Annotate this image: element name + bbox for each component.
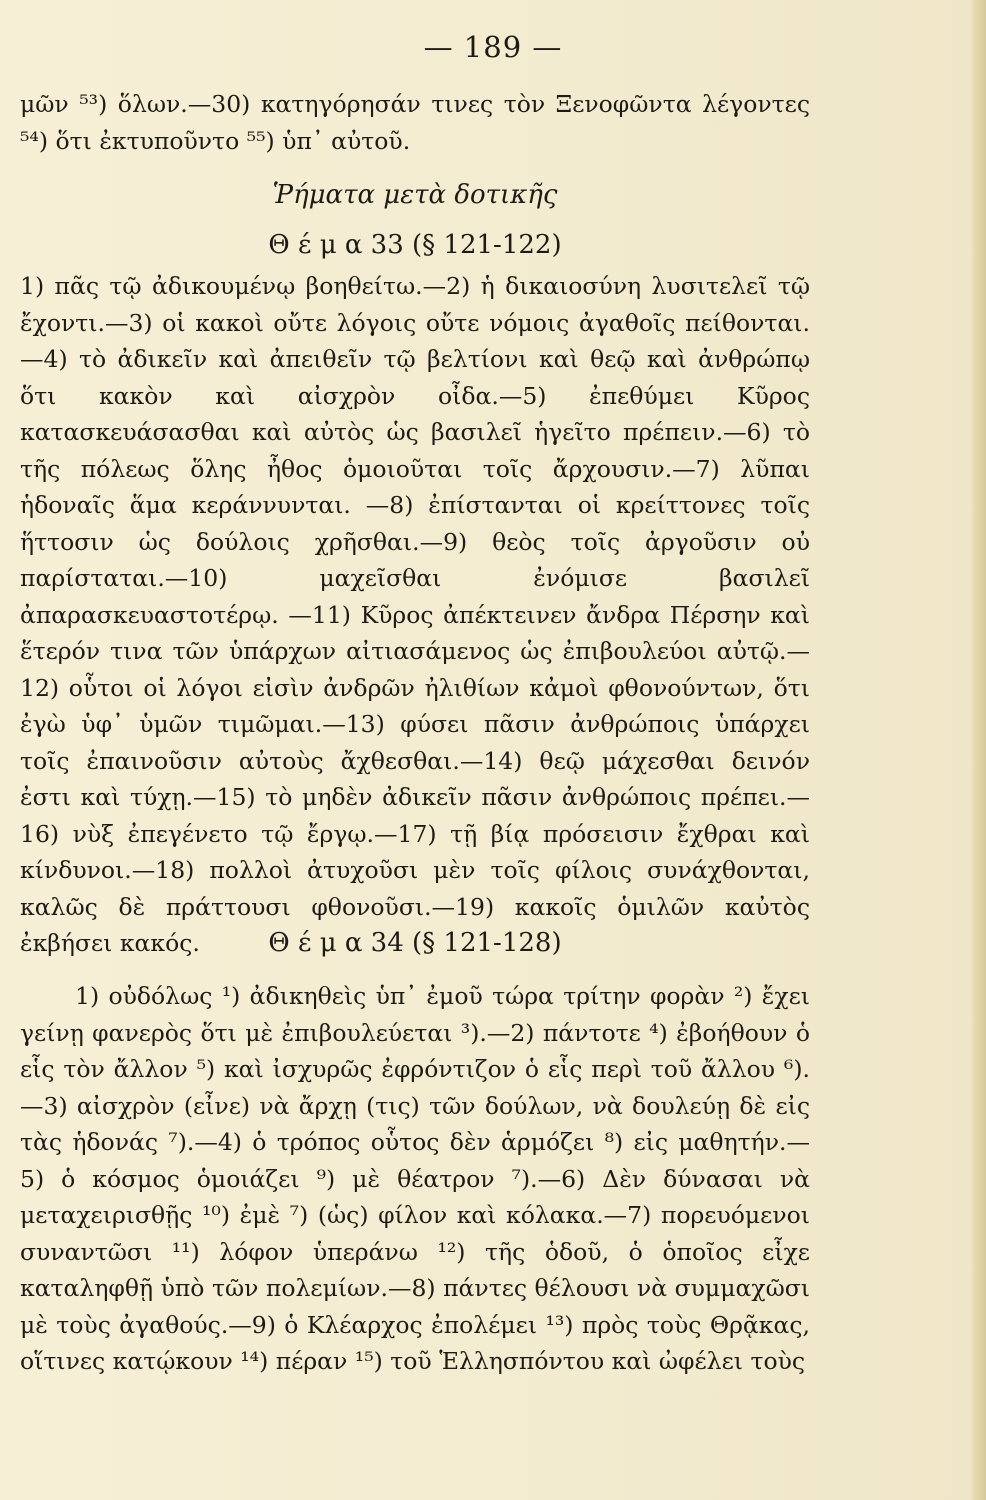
theme-34-block — [20, 978, 810, 1380]
theme-33-block — [20, 268, 810, 962]
theme-34-paragraph: 1) οὐδόλως ¹) ἀδικηθεὶς ὑπ᾿ ἐμοῦ τώρα τρίτην φορὰν ²) ἔχει γείνῃ φανερὸς ὅτι μὲ ἐπιβουλεύεται ³).—2) πάντοτε ⁴) ἐβοήθουν ὁ εἷς τὸν ἄλλον ⁵) καὶ ἰσχυρῶς ἐφρόντιζον ὁ εἷς περὶ τοῦ ἄλλου ⁶). —3) αἰσχρὸν (εἶνε) νὰ ἄρχῃ (τις) τῶν δούλων, νὰ δουλεύῃ δὲ εἰς τὰς ἡδονάς ⁷).—4) ὁ τρόπος οὗτος δὲν ἁρμόζει ⁸) εἰς μαθητήν.— 5) ὁ κόσμος ὁμοιάζει ⁹) μὲ θέατρον ⁷).—6) Δὲν δύνασαι νὰ μεταχειρισθῇς ¹⁰) ἐμὲ ⁷) (ὡς) φίλον καὶ κόλακα.—7) πορευόμενοι συναντῶσι ¹¹) λόφον ὑπεράνω ¹²) τῆς ὁδοῦ, ὁ ὁποῖος εἶχε καταληφθῇ ὑπὸ τῶν πολεμίων.—8) πάντες θέλουσι νὰ συμμαχῶσι μὲ τοὺς ἀγαθούς.—9) ὁ Κλέαρχος ἐπολέμει ¹³) πρὸς τοὺς Θρᾷκας, οἵτινες κατῴκουν ¹⁴) πέραν ¹⁵) τοῦ Ἑλλησπόντου καὶ ὠφέλει τοὺς — [20, 982, 810, 1375]
page-number: — 189 — — [423, 30, 563, 64]
section-title: Ῥήματα μετὰ δοτικῆς — [272, 180, 558, 210]
theme-33-heading: Θ έ μ α 33 (§ 121-122) — [268, 230, 562, 260]
theme-33-paragraph: 1) πᾶς τῷ ἀδικουμένῳ βοηθείτω.—2) ἡ δικαιοσύνη λυσιτελεῖ τῷ ἔχοντι.—3) οἱ κακοὶ οὔτε λόγοις οὔτε νόμοις ἀγαθοῖς πείθονται.—4) τὸ ἀδικεῖν καὶ ἀπειθεῖν τῷ βελτίονι καὶ θεῷ καὶ ἀνθρώπῳ ὅτι κακὸν καὶ αἰσχρὸν οἶδα.—5) ἐπεθύμει Κῦρος κατασκευάσασθαι καὶ αὐτὸς ὡς βασιλεῖ ἡγεῖτο πρέπειν.—6) τὸ τῆς πόλεως ὅλης ἦθος ὁμοιοῦται τοῖς ἄρχουσιν.—7) λῦπαι ἡδοναῖς ἅμα κεράννυνται. —8) ἐπίστανται οἱ κρείττονες τοῖς ἥττοσιν ὡς δούλοις χρῆσθαι.—9) θεὸς τοῖς ἀργοῦσιν οὐ παρίσταται.—10) μαχεῖσθαι ἐνόμισε βασιλεῖ ἀπαρασκευαστοτέρῳ. —11) Κῦρος ἀπέκτεινεν ἄνδρα Πέρσην καὶ ἕτερόν τινα τῶν ὑπάρχων αἰτιασάμενος ὡς ἐπιβουλεύοι αὐτῷ.—12) οὗτοι οἱ λόγοι εἰσὶν ἀνδρῶν ἠλιθίων κἀμοὶ φθονούντων, ὅτι ἐγὼ ὑφ᾿ ὑμῶν τιμῶμαι.—13) φύσει πᾶσιν ἀνθρώποις ὑπάρχει τοῖς ἐπαινοῦσιν αὐτοὺς ἄχθεσθαι.—14) θεῷ μάχεσθαι δεινόν ἐστι καὶ τύχῃ.—15) τὸ μηδὲν ἀδικεῖν πᾶσιν ἀνθρώποις πρέπει.—16) νὺξ ἐπεγένετο τῷ ἔργῳ.—17) τῇ βίᾳ πρόσεισιν ἔχθραι καὶ κίνδυνοι.—18) πολλοὶ ἀτυχοῦσι μὲν τοῖς φίλοις συνάχθονται, καλῶς δὲ πράττουσι φθονοῦσι.—19) κακοῖς ὁμιλῶν καὐτὸς ἐκβήσει κακός. — [20, 272, 810, 957]
theme-34-heading: Θ έ μ α 34 (§ 121-128) — [268, 928, 562, 958]
intro-paragraph: μῶν ⁵³) ὅλων.—30) κατηγόρησάν τινες τὸν Ξενοφῶντα λέγοντες ⁵⁴) ὅτι ἐκτυποῦντο ⁵⁵) ὑπ᾿ αὐτοῦ. — [20, 90, 810, 155]
intro-block — [20, 86, 810, 159]
page-edge — [972, 0, 986, 1500]
